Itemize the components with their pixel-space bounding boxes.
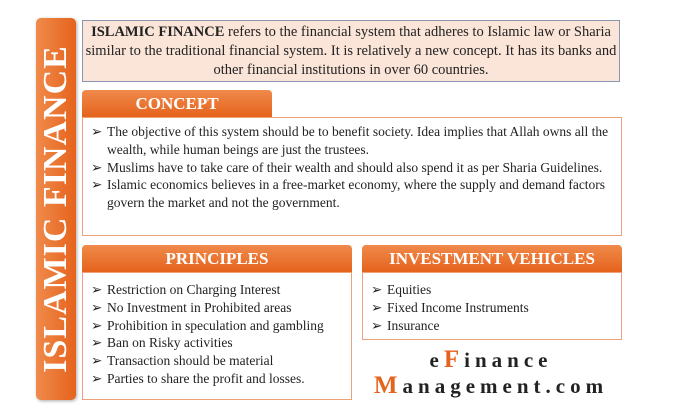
item-text: Ban on Risky activities (107, 335, 233, 351)
arrow-bullet-icon: ➢ (91, 370, 103, 386)
list-item (91, 123, 613, 159)
logo-line-1 (360, 346, 622, 374)
item-text: The objective of this system should be to benefit society. Idea implies that Allah owns all the wealth, while human beings are just the trustees. (107, 124, 609, 157)
principles-header: PRINCIPLES (82, 245, 352, 272)
item-text: Fixed Income Instruments (387, 299, 529, 315)
arrow-bullet-icon: ➢ (91, 335, 103, 351)
list-item (91, 176, 613, 212)
list-item (371, 317, 613, 335)
arrow-bullet-icon: ➢ (371, 282, 383, 297)
item-text: Parties to share the profit and losses. (107, 370, 305, 386)
item-text: Equities (387, 282, 432, 297)
list-item (371, 281, 613, 299)
list-item (91, 159, 613, 177)
list-item (91, 281, 343, 299)
side-title: ISLAMIC FINANCE (37, 45, 74, 373)
list-item (91, 299, 343, 317)
list-item (371, 299, 613, 317)
arrow-bullet-icon: ➢ (371, 299, 383, 315)
arrow-bullet-icon: ➢ (91, 317, 103, 333)
item-text: Muslims have to take care of their wealth and should also spend it as per Sharia Guidelines. (107, 159, 603, 175)
investment-box (362, 272, 622, 340)
list-item (91, 317, 343, 335)
arrow-bullet-icon: ➢ (91, 299, 103, 315)
item-text: Insurance (387, 317, 440, 333)
logo-accent: F (443, 346, 465, 373)
arrow-bullet-icon: ➢ (91, 177, 103, 193)
principles-box (82, 272, 352, 400)
logo-accent: M (373, 372, 403, 399)
intro-text: refers to the financial system that adheres to Islamic law or Sharia similar to the traditional financial system. It is relatively a new concept. It has its banks and other financial institutions in over 60 countries. (85, 24, 617, 78)
arrow-bullet-icon: ➢ (91, 159, 103, 175)
concept-header: CONCEPT (82, 90, 272, 117)
arrow-bullet-icon: ➢ (91, 353, 103, 369)
logo-text: e (429, 348, 444, 372)
list-item (91, 370, 343, 388)
item-text: Islamic economics believes in a free-market economy, where the supply and demand factors govern the market and not the government. (107, 177, 606, 211)
intro-box (82, 20, 620, 82)
investment-header: INVESTMENT VEHICLES (362, 245, 622, 272)
arrow-bullet-icon: ➢ (91, 124, 103, 139)
side-title-bar (36, 18, 76, 400)
item-text: No Investment in Prohibited areas (107, 299, 292, 315)
concept-box (82, 117, 622, 236)
logo-text: inance (464, 348, 553, 372)
item-text: Transaction should be material (107, 353, 274, 369)
logo-text: anagement.com (402, 374, 609, 398)
arrow-bullet-icon: ➢ (371, 317, 383, 333)
item-text: Prohibition in speculation and gambling (107, 317, 324, 333)
list-item (91, 352, 343, 370)
logo-line-2 (360, 372, 622, 400)
intro-bold: ISLAMIC FINANCE (91, 24, 225, 40)
list-item (91, 334, 343, 352)
item-text: Restriction on Charging Interest (107, 282, 281, 297)
arrow-bullet-icon: ➢ (91, 282, 103, 297)
